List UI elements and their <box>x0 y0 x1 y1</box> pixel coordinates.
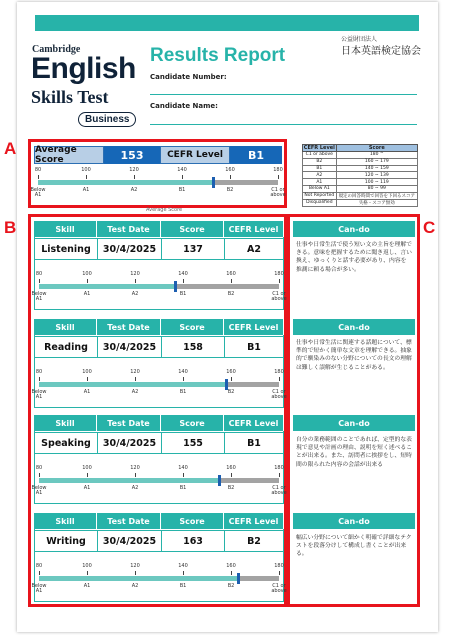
candidate-number-line <box>150 94 417 95</box>
can-do-header: Can-do <box>293 221 415 237</box>
skill-name: Speaking <box>34 432 98 454</box>
score-fill <box>39 382 226 387</box>
scale-tick-label: 80 <box>35 271 43 277</box>
scale-tick-label: 120 <box>130 271 140 277</box>
scale-tick-label: 100 <box>82 465 92 471</box>
scale-tick-mark <box>135 377 136 381</box>
scale-tick-mark <box>39 473 40 477</box>
scale-tick-label: 140 <box>177 167 187 173</box>
top-accent-bar <box>35 15 419 31</box>
brand-english: English <box>31 52 136 85</box>
can-do-text-listening: 仕事や日常生活で使う短い文の主旨を理解できる。意味を把握するために聞き返し、言い換え、ゆっくりと話す必要があり、内容を推測に頼る場合が多い。 <box>296 242 412 273</box>
scale-level-label: B2 <box>227 389 235 395</box>
scale-tick-label: 100 <box>81 167 91 173</box>
scale-level-label: Below A1 <box>30 187 46 198</box>
scale-tick-mark <box>231 473 232 477</box>
scale-level-label: A2 <box>130 187 138 193</box>
scale-tick-label: 180 <box>274 465 284 471</box>
scale-tick-mark <box>278 175 279 179</box>
scale-tick-mark <box>39 279 40 283</box>
scale-tick-label: 120 <box>130 563 140 569</box>
scale-level-label: Below A1 <box>31 583 47 594</box>
scale-tick-mark <box>231 571 232 575</box>
scale-level-label: C1 or above <box>271 583 287 594</box>
score-fill <box>38 180 213 185</box>
score-track <box>38 180 278 185</box>
skill-score-scale-writing <box>31 563 287 599</box>
average-score-row <box>34 146 282 164</box>
scale-tick-mark <box>183 571 184 575</box>
table-cell: C1 or above <box>303 152 337 159</box>
scale-tick-mark <box>38 175 39 179</box>
skill-test-date: 30/4/2025 <box>97 336 162 358</box>
brand-cambridge: Cambridge <box>32 44 81 55</box>
skill-value-row <box>35 238 284 260</box>
scale-level-label: A1 <box>82 187 90 193</box>
scale-tick-label: 120 <box>130 369 140 375</box>
scale-tick-label: 140 <box>178 465 188 471</box>
cefr-reference-table <box>302 144 418 207</box>
scale-level-label: Below A1 <box>31 389 47 400</box>
cefr-table-header: CEFR Level <box>303 145 335 151</box>
can-do-header: Can-do <box>293 319 415 335</box>
table-row <box>303 179 418 186</box>
scale-tick-mark <box>279 279 280 283</box>
can-do-header: Can-do <box>293 415 415 431</box>
col-skill: Skill <box>34 415 97 431</box>
col-cefr-level: CEFR Level <box>224 415 284 431</box>
scale-level-label: Below A1 <box>31 485 47 496</box>
brand-business-badge: Business <box>78 112 136 127</box>
scale-tick-mark <box>230 175 231 179</box>
scale-tick-label: 140 <box>178 271 188 277</box>
scale-level-label: A2 <box>131 389 139 395</box>
scale-level-label: B2 <box>226 187 234 193</box>
skill-score-scale-reading <box>31 369 287 405</box>
scale-tick-mark <box>87 377 88 381</box>
can-do-header: Can-do <box>293 513 415 529</box>
col-cefr-level: CEFR Level <box>224 513 284 529</box>
scale-tick-label: 80 <box>35 465 43 471</box>
skill-score: 158 <box>161 336 225 358</box>
table-cell: A1 <box>303 179 337 186</box>
scale-level-label: C1 or above <box>270 187 286 198</box>
scale-tick-label: 80 <box>35 563 43 569</box>
cefr-table-header: Score <box>336 145 417 152</box>
scale-level-label: A1 <box>83 485 91 491</box>
skill-header-row <box>34 319 284 335</box>
scale-level-label: B1 <box>179 485 187 491</box>
table-cell: 160 ~ 179 <box>336 158 417 165</box>
average-score-note: Average Score <box>146 207 183 213</box>
col-test-date: Test Date <box>97 221 161 237</box>
scale-tick-mark <box>183 279 184 283</box>
annotation-label-c: C <box>423 218 436 237</box>
table-cell: Below A1 <box>303 185 337 192</box>
scale-tick-label: 160 <box>226 563 236 569</box>
scale-level-label: B2 <box>227 485 235 491</box>
col-test-date: Test Date <box>97 415 161 431</box>
annotation-label-b: B <box>4 218 17 237</box>
average-cefr-value: B1 <box>230 146 282 164</box>
table-cell: 80 ~ 99 <box>336 185 417 192</box>
table-cell: B2 <box>303 158 337 165</box>
table-row <box>303 192 418 199</box>
scale-tick-label: 180 <box>274 271 284 277</box>
scale-tick-label: 80 <box>34 167 42 173</box>
scale-tick-label: 160 <box>225 167 235 173</box>
col-score: Score <box>161 319 224 335</box>
scale-level-label: A1 <box>83 583 91 589</box>
average-score-scale <box>30 167 286 203</box>
scale-tick-label: 160 <box>226 465 236 471</box>
average-score-value: 153 <box>104 146 160 164</box>
skill-name: Reading <box>34 336 98 358</box>
skill-cefr: A2 <box>224 238 284 260</box>
table-cell: 失格・スコア無効 <box>336 199 417 206</box>
col-skill: Skill <box>34 319 97 335</box>
score-fill <box>39 284 176 289</box>
scale-level-label: B2 <box>227 583 235 589</box>
can-do-text-writing: 幅広い分野について細かく明確で詳細なテクストを段落分けして構成し書くことが出来る。 <box>296 535 412 558</box>
scale-tick-label: 100 <box>82 563 92 569</box>
scale-tick-mark <box>39 571 40 575</box>
col-score: Score <box>161 415 224 431</box>
skill-value-row <box>35 530 284 552</box>
scale-level-label: Below A1 <box>31 291 47 302</box>
table-cell: 100 ~ 119 <box>336 179 417 186</box>
score-track <box>39 576 279 581</box>
scale-level-label: B1 <box>179 583 187 589</box>
score-track <box>39 284 279 289</box>
scale-tick-mark <box>182 175 183 179</box>
score-track <box>39 478 279 483</box>
score-marker <box>174 281 177 292</box>
scale-tick-mark <box>134 175 135 179</box>
candidate-name-line <box>150 124 417 125</box>
col-skill: Skill <box>34 221 97 237</box>
scale-tick-label: 140 <box>178 369 188 375</box>
scale-tick-mark <box>183 377 184 381</box>
skill-cefr: B1 <box>224 336 284 358</box>
scale-tick-label: 180 <box>274 369 284 375</box>
skill-test-date: 30/4/2025 <box>97 530 162 552</box>
scale-tick-mark <box>87 571 88 575</box>
score-fill <box>39 478 219 483</box>
skill-value-row <box>35 336 284 358</box>
page-title: Results Report <box>150 45 286 66</box>
table-cell: 規定の回答時間で回答を下回るスコア <box>336 192 417 199</box>
col-skill: Skill <box>34 513 97 529</box>
col-test-date: Test Date <box>97 513 161 529</box>
table-cell: 120 ~ 139 <box>336 172 417 179</box>
scale-tick-mark <box>86 175 87 179</box>
scale-level-label: B1 <box>178 187 186 193</box>
scale-level-label: A2 <box>131 291 139 297</box>
skill-test-date: 30/4/2025 <box>97 238 162 260</box>
scale-tick-mark <box>135 571 136 575</box>
score-marker <box>212 177 215 188</box>
skill-name: Writing <box>34 530 98 552</box>
skill-value-row <box>35 432 284 454</box>
scale-level-label: B1 <box>179 291 187 297</box>
table-cell: B1 <box>303 165 337 172</box>
col-cefr-level: CEFR Level <box>224 319 284 335</box>
table-row <box>303 152 418 159</box>
col-score: Score <box>161 221 224 237</box>
average-cefr-label: CEFR Level <box>160 146 230 164</box>
skill-score: 163 <box>161 530 225 552</box>
brand-skills-test: Skills Test <box>31 87 109 107</box>
scale-tick-label: 120 <box>129 167 139 173</box>
skill-score-scale-listening <box>31 271 287 307</box>
scale-tick-mark <box>87 473 88 477</box>
average-score-label: Average Score <box>34 146 104 164</box>
scale-tick-label: 80 <box>35 369 43 375</box>
scale-tick-label: 120 <box>130 465 140 471</box>
skill-header-row <box>34 513 284 529</box>
scale-tick-label: 180 <box>274 563 284 569</box>
scale-tick-mark <box>183 473 184 477</box>
score-fill <box>39 576 238 581</box>
scale-tick-mark <box>87 279 88 283</box>
scale-tick-mark <box>135 473 136 477</box>
col-cefr-level: CEFR Level <box>224 221 284 237</box>
score-marker <box>237 573 240 584</box>
org-line-1: 公益財団法人 <box>341 36 378 43</box>
can-do-text-speaking: 自分の業務範囲のことであれば、定型的な表現で意見や計画の理由、説明を短く述べることが出来る。また、訪問者に挨拶をし、短時間の限られた内容の会話が出来る <box>296 437 412 468</box>
scale-level-label: B1 <box>179 389 187 395</box>
table-row <box>303 185 418 192</box>
scale-tick-label: 160 <box>226 271 236 277</box>
scale-tick-label: 160 <box>226 369 236 375</box>
col-score: Score <box>161 513 224 529</box>
table-row <box>303 172 418 179</box>
skill-header-row <box>34 415 284 431</box>
scale-tick-mark <box>279 377 280 381</box>
score-marker <box>218 475 221 486</box>
scale-tick-mark <box>231 377 232 381</box>
col-test-date: Test Date <box>97 319 161 335</box>
scale-tick-label: 180 <box>273 167 283 173</box>
table-row <box>303 199 418 206</box>
scale-tick-mark <box>279 473 280 477</box>
score-track <box>39 382 279 387</box>
scale-tick-mark <box>39 377 40 381</box>
scale-level-label: A1 <box>83 389 91 395</box>
table-row <box>303 158 418 165</box>
can-do-text-reading: 仕事や日常生活に関連する話題について、標準的で短かく簡単な文章を理解できる。抽象的で馴染みのない分野についての長文の理解は難しく誤解が生じることがある。 <box>296 340 412 371</box>
scale-level-label: C1 or above <box>271 291 287 302</box>
scale-level-label: A1 <box>83 291 91 297</box>
skill-cefr: B2 <box>224 530 284 552</box>
scale-level-label: A2 <box>131 583 139 589</box>
scale-level-label: B2 <box>227 291 235 297</box>
scale-level-label: C1 or above <box>271 485 287 496</box>
table-cell: A2 <box>303 172 337 179</box>
annotation-label-a: A <box>4 139 17 158</box>
skill-header-row <box>34 221 284 237</box>
table-cell: 180 ^ <box>336 152 417 159</box>
skill-score-scale-speaking <box>31 465 287 501</box>
scale-tick-mark <box>279 571 280 575</box>
scale-level-label: C1 or above <box>271 389 287 400</box>
skill-score: 155 <box>161 432 225 454</box>
scale-level-label: A2 <box>131 485 139 491</box>
skill-score: 137 <box>161 238 225 260</box>
scale-tick-label: 100 <box>82 369 92 375</box>
skill-test-date: 30/4/2025 <box>97 432 162 454</box>
candidate-name-label: Candidate Name: <box>150 102 218 110</box>
scale-tick-mark <box>231 279 232 283</box>
table-cell: Disqualified <box>303 199 337 206</box>
org-line-2: 日本英語検定協会 <box>341 46 421 57</box>
table-cell: Not Reported <box>304 193 335 199</box>
scale-tick-label: 100 <box>82 271 92 277</box>
table-row <box>303 165 418 172</box>
candidate-number-label: Candidate Number: <box>150 73 227 81</box>
scale-tick-mark <box>135 279 136 283</box>
scale-tick-label: 140 <box>178 563 188 569</box>
table-cell: 140 ~ 159 <box>336 165 417 172</box>
skill-cefr: B1 <box>224 432 284 454</box>
skill-name: Listening <box>34 238 98 260</box>
